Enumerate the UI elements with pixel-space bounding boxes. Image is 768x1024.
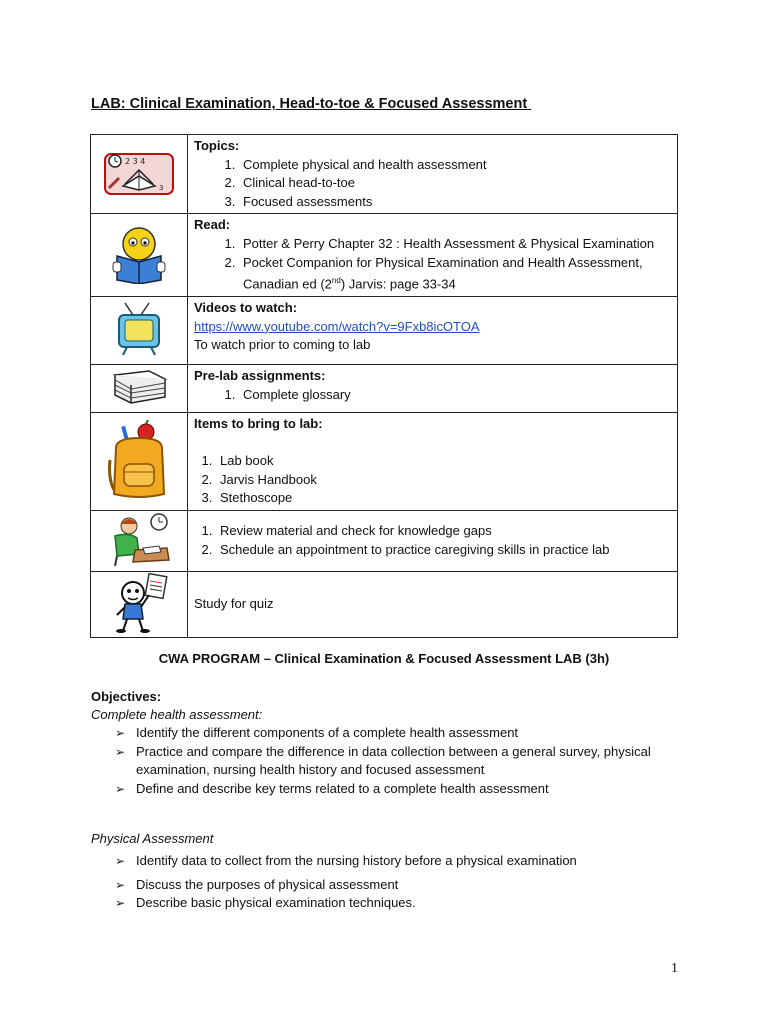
list-item: 1. Lab book — [216, 452, 671, 471]
reading-text: Pocket Companion for Physical Examination and Health Assessment, Canadian ed (2 — [243, 254, 643, 292]
table-row — [91, 297, 678, 365]
page-number: 1 — [671, 961, 678, 976]
table-row — [91, 511, 678, 572]
table-row — [91, 135, 678, 214]
paper-stack-icon — [109, 367, 169, 407]
video-link[interactable]: https://www.youtube.com/watch?v=9Fxb8icOTOA — [194, 318, 480, 334]
list-item: ➢ Practice and compare the difference in data collection between a general survey, physical examination, nursing health history and focused assessment — [136, 743, 671, 780]
list-item: 1. Complete glossary — [239, 386, 671, 405]
study-text: Study for quiz — [194, 596, 274, 612]
bring-cell — [188, 413, 678, 511]
svg-text:3: 3 — [159, 183, 164, 192]
table-row — [91, 214, 678, 297]
review-icon-cell — [91, 511, 188, 572]
study-icon-cell — [91, 572, 188, 638]
study-cell — [188, 572, 678, 638]
videos-heading: Videos to watch: — [194, 300, 298, 316]
list-item: ➢ Identify data to collect from the nursing history before a physical examination — [136, 852, 671, 871]
backpack-icon — [106, 420, 172, 500]
review-cell — [188, 511, 678, 572]
television-icon — [113, 301, 165, 357]
section2-title: Physical Assessment — [91, 831, 214, 846]
topics-cell — [188, 135, 678, 214]
prelab-icon-cell — [91, 365, 188, 413]
physical-assessment-section — [91, 830, 671, 913]
list-item: 3. Stethoscope — [216, 489, 671, 508]
reading-text: ) Jarvis: page 33-34 — [340, 276, 456, 292]
table-row — [91, 365, 678, 413]
objectives-heading: Objectives: — [91, 689, 162, 704]
read-heading: Read: — [194, 217, 231, 233]
bring-icon-cell — [91, 413, 188, 511]
list-item — [239, 254, 671, 295]
list-item: ➢ Identify the different components of a complete health assessment — [136, 724, 671, 743]
reading-smiley-icon — [109, 224, 169, 284]
bring-heading: Items to bring to lab: — [194, 416, 323, 432]
list-item: ➢ Define and describe key terms related to a complete health assessment — [136, 780, 671, 799]
table-row — [91, 413, 678, 511]
list-item: ➢ Discuss the purposes of physical assessment — [136, 876, 671, 895]
videos-note: To watch prior to coming to lab — [194, 337, 371, 353]
list-item: 2. Jarvis Handbook — [216, 471, 671, 490]
list-item: 1. Complete physical and health assessment — [239, 156, 671, 175]
videos-cell — [188, 297, 678, 365]
videos-icon-cell — [91, 297, 188, 365]
book-clock-icon — [103, 150, 175, 196]
list-item: 1. Review material and check for knowledge gaps — [216, 522, 671, 541]
program-heading: CWA PROGRAM – Clinical Examination & Focused Assessment LAB (3h) — [158, 651, 610, 666]
objectives-section — [91, 688, 671, 798]
read-cell — [188, 214, 678, 297]
read-icon-cell — [91, 214, 188, 297]
table-row — [91, 572, 678, 638]
list-item: 3. Focused assessments — [239, 193, 671, 212]
list-item: 2. Clinical head-to-toe — [239, 174, 671, 193]
student-studying-icon — [105, 512, 173, 568]
list-item: 1. Potter & Perry Chapter 32 : Health Assessment & Physical Examination — [239, 235, 671, 254]
prelab-cell — [188, 365, 678, 413]
quiz-kid-icon — [109, 573, 169, 633]
prelab-heading: Pre-lab assignments: — [194, 368, 326, 384]
page-title: LAB: Clinical Examination, Head-to-toe & Focused Assessment — [91, 96, 532, 112]
svg-text:2 3 4: 2 3 4 — [125, 156, 146, 166]
topics-icon-cell — [91, 135, 188, 214]
topics-heading: Topics: — [194, 138, 240, 153]
lab-plan-table — [90, 134, 678, 638]
list-item: ➢ Describe basic physical examination techniques. — [136, 894, 671, 913]
list-item: 2. Schedule an appointment to practice caregiving skills in practice lab — [216, 541, 671, 560]
superscript: nd — [331, 276, 341, 286]
section1-title: Complete health assessment: — [91, 707, 263, 722]
